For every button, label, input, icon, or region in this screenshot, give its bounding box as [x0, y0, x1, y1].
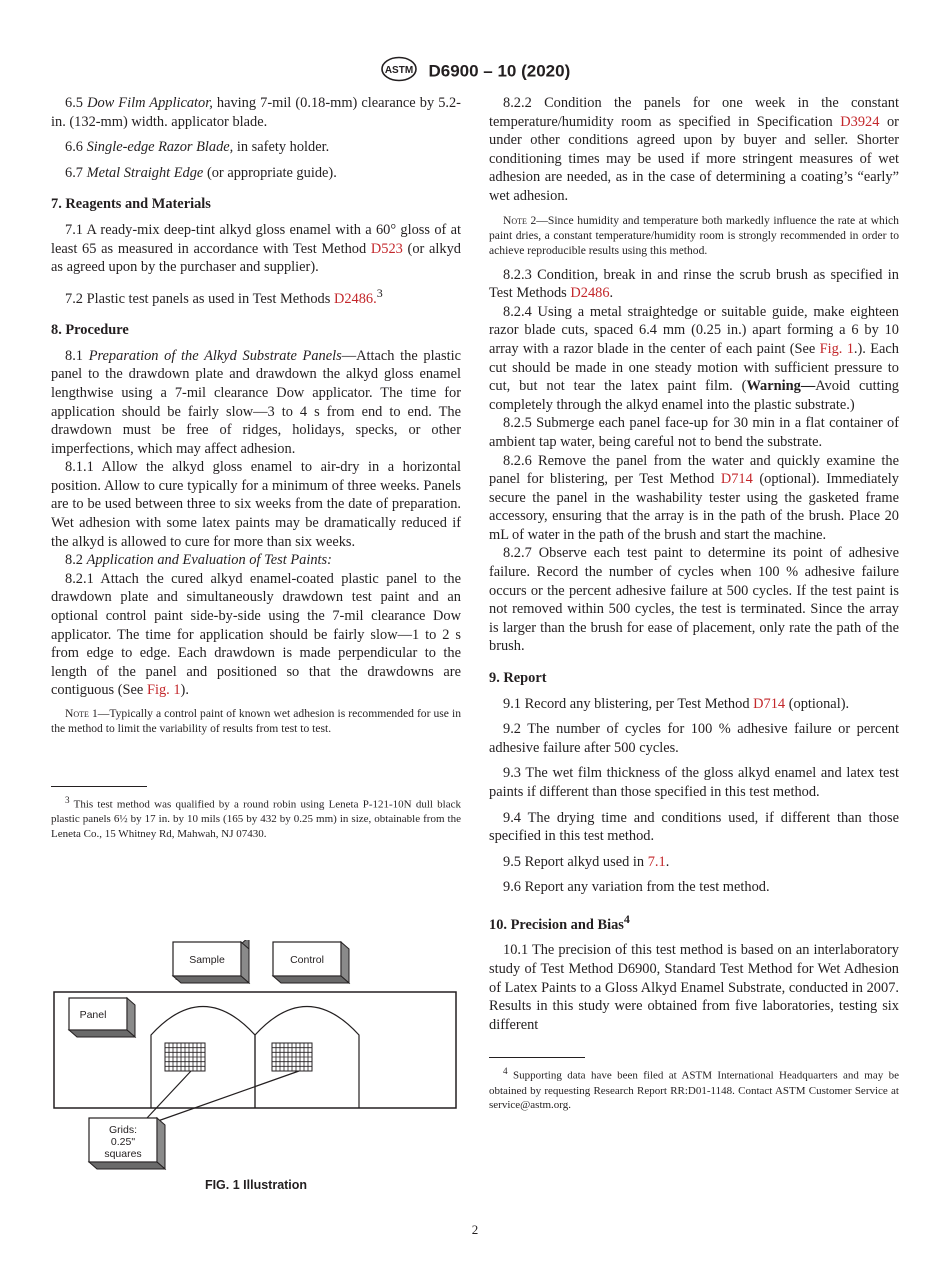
link-7-1[interactable]: 7.1	[647, 853, 666, 870]
heading-reagents: 7. Reagents and Materials	[51, 196, 211, 213]
link-d2486-b[interactable]: D2486	[570, 285, 610, 302]
panel-label: Panel	[79, 1009, 107, 1021]
heading-procedure: 8. Procedure	[51, 322, 129, 339]
heading-precision: 10. Precision and Bias$^4$	[489, 911, 630, 933]
section-8-2-4: 8.2.4 Using a metal straightedge or suitable guide, make eighteen razor blade cuts, spaced 6.4 mm (0.25 in.) apart forming a 6 by 10 array with a razor blade in the center of each paint (See Fig. 1.). Each cut should be made in one steady motion with sufficient pressure to cut, but not tear the latex paint film. (Warning—Avoid cutting completely through the alkyd enamel into the plastic substrate.)	[489, 303, 899, 413]
control-label: Control	[290, 954, 324, 966]
section-9-3: 9.3 The wet film thickness of the gloss alkyd enamel and latex test paints if different than those specified in this test method.	[489, 765, 899, 800]
link-d714-b[interactable]: D714	[753, 695, 786, 712]
section-8-2-7: 8.2.7 Observe each test paint to determine its point of adhesive failure. Record the number of cycles when 100 % adhesive failure occurs or the percent adhesive failure at 500 cycles. If the test paint is not removed within 500 cycles, the test is terminated. Since the array is larger than the brush for ease of placement, only rate the path of the brush.	[489, 545, 899, 655]
link-d3924[interactable]: D3924	[840, 113, 880, 130]
link-fig-1[interactable]: Fig. 1	[146, 682, 181, 699]
section-9-4: 9.4 The drying time and conditions used, if different than those specified in this test method.	[489, 809, 899, 845]
section-8-2-6: 8.2.6 Remove the panel from the water and quickly examine the panel for blistering, per Test Method D714 (optional). Immediately secure the panel in the washability tester using the gasketed frame accessory, ensuring that the array is in the path of the brush. Place 20 mL of water in the path of the brush and start the machine.	[489, 452, 899, 543]
sample-label: Sample	[189, 954, 225, 966]
footnote-3: $^3$ This test method was qualified by a round robin using Leneta P-121-10N dull black plastic panels 6½ by 17 in. by 10 mils (165 by 432 by 0.25 mm) in size, obtainable from the Leneta Co., 15 Whitney Rd, Mahwah, NJ 07430.	[51, 795, 462, 840]
figure-1	[51, 940, 461, 1200]
sample-grid	[165, 1043, 205, 1071]
section-6-7: 6.7 Metal Straight Edge (or appropriate guide).	[65, 164, 337, 181]
astm-logo-icon	[380, 56, 418, 87]
section-6-6: 6.6 Single-edge Razor Blade, in safety holder.	[65, 139, 330, 156]
left-column	[51, 94, 461, 848]
pointer-line-control	[155, 1071, 299, 1122]
section-7-1: 7.1 A ready-mix deep-tint alkyd gloss enamel with a 60° gloss of at least 65 as measured in accordance with Test Method D523 (or alkyd as agreed upon by the purchaser and supplier).	[51, 221, 461, 276]
control-grid	[272, 1043, 312, 1071]
section-9-6: 9.6 Report any variation from the test method.	[503, 879, 770, 896]
sample-box	[173, 940, 249, 983]
section-7-2: 7.2 Plastic test panels as used in Test Methods D2486.$^3$	[65, 285, 383, 307]
panel-box	[69, 998, 135, 1037]
link-fig-1-b[interactable]: Fig. 1	[819, 340, 854, 357]
pointer-line-sample	[147, 1071, 191, 1118]
figure-1-illustration	[51, 940, 461, 1176]
heading-report: 9. Report	[489, 670, 547, 687]
footnote-4: $^4$ Supporting data have been filed at ASTM International Headquarters and may be obtained by requesting Research Report RR:D01-1148. Contact ASTM Customer Service at service@astm.org.	[489, 1066, 899, 1112]
note-1: Note 1—Typically a control paint of known wet adhesion is recommended for use in the method to limit the variability of results from test to test.	[51, 707, 461, 736]
right-column	[489, 94, 899, 1120]
section-6-5: 6.5 Dow Film Applicator, having 7-mil (0.18-mm) clearance by 5.2-in. (132-mm) width. applicator blade.	[51, 95, 461, 130]
footnote-ref-3[interactable]: 3	[376, 285, 383, 300]
section-10-1: 10.1 The precision of this test method is based on an interlaboratory study of Test Method D6900, Standard Test Method for Wet Adhesion of Latex Paints to a Gloss Alkyd Enamel Substrate, conducted in 2007. Results in this study were obtained from five laboratories, testing six different	[489, 942, 899, 1033]
svg-text:ASTM: ASTM	[384, 65, 413, 76]
link-d2486[interactable]: D2486.	[333, 290, 377, 307]
page-number: 2	[471, 1222, 479, 1237]
section-8-2-2: 8.2.2 Condition the panels for one week in the constant temperature/humidity room as specified in Specification D3924 or under other conditions agreed upon by buyer and seller. Shorter conditioning times may be used if more stringent measures of wet adhesion are needed, as in the case of determining a coating’s “early” wet adhesion.	[489, 95, 899, 204]
link-d523[interactable]: D523	[370, 240, 403, 257]
section-8-2-1: 8.2.1 Attach the cured alkyd enamel-coated plastic panel to the drawdown plate and simultaneously drawdown test paint and an optional control paint side-by-side using the 7-mil clearance Dow applicator. The time for application should be fairly slow—1 to 2 s from edge to edge. Each drawdown is made perpendicular to the length of the panel and positioned so that the drawdowns are contiguous (See Fig. 1).	[51, 570, 461, 699]
section-9-2: 9.2 The number of cycles for 100 % adhesive failure or percent adhesive failure after 500 cycles.	[489, 721, 899, 756]
section-8-2-3: 8.2.3 Condition, break in and rinse the scrub brush as specified in Test Methods D2486.	[489, 266, 899, 302]
grids-label-line1: Grids:	[108, 1124, 138, 1136]
section-8-1-1: 8.1.1 Allow the alkyd gloss enamel to air-dry in a horizontal position. Allow to cure typically for a minimum of three weeks. Panels are to be used between three to six weeks from the date of preparation. Wet adhesion with some latex paints may be dramatically reduced if the alkyd is allowed to cure for more than six weeks.	[51, 459, 461, 550]
document-designation: D6900 – 10 (2020)	[428, 61, 571, 81]
link-d714[interactable]: D714	[720, 471, 753, 488]
figure-caption: FIG. 1 Illustration	[204, 1178, 308, 1192]
section-9-5: 9.5 Report alkyd used in 7.1.	[503, 853, 670, 870]
grids-label-line2: 0.25"	[110, 1136, 136, 1148]
section-9-1: 9.1 Record any blistering, per Test Method D714 (optional).	[503, 695, 850, 712]
section-8-1: 8.1 Preparation of the Alkyd Substrate Panels—Attach the plastic panel to the drawdown plate and drawdown the alkyd gloss enamel lengthwise using a 7-mil clearance Dow applicator. The time for application should be fairly slow—3 to 4 s from end to end. The drawdown must be free of ridges, holidays, specks, or other imperfections, which may affect adhesion.	[51, 347, 461, 457]
control-box	[273, 942, 349, 983]
footnote-divider-right	[489, 1057, 585, 1058]
note-2: Note 2—Since humidity and temperature both markedly influence the rate at which paint dries, a constant temperature/humidity room is strongly recommended in order to achieve reproducible results using this method.	[489, 213, 899, 257]
section-8-2: 8.2 Application and Evaluation of Test Paints:	[65, 552, 332, 569]
section-8-2-5: 8.2.5 Submerge each panel face-up for 30 min in a flat container of ambient tap water, being careful not to bend the substrate.	[489, 415, 899, 450]
grids-label-line3: squares	[104, 1148, 142, 1160]
grids-box	[89, 1118, 165, 1169]
footnote-divider	[51, 786, 147, 787]
page-header	[0, 56, 950, 87]
footnote-ref-4[interactable]: 4	[623, 911, 630, 926]
